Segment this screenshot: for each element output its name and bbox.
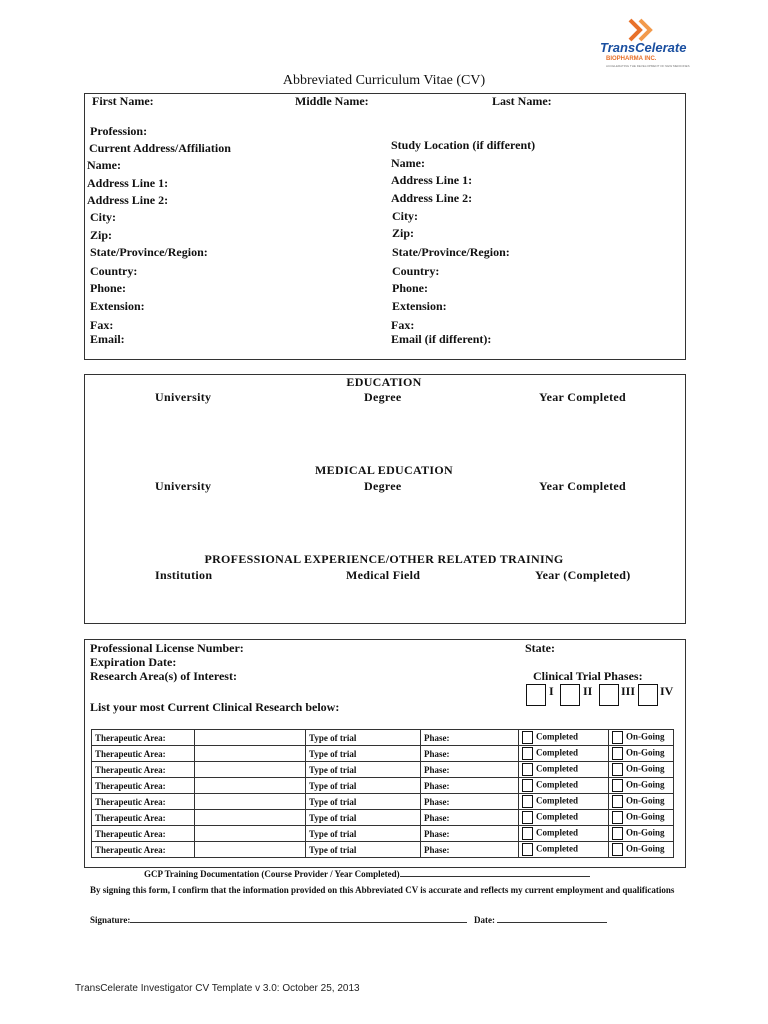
table-cell	[421, 826, 519, 842]
table-cell	[306, 826, 421, 842]
table-cell	[92, 778, 195, 794]
completed-checkbox[interactable]	[522, 843, 533, 856]
trial-type-label: Type of trial	[309, 764, 357, 775]
therapeutic-area-input[interactable]	[195, 794, 306, 810]
address-right-label: State/Province/Region:	[392, 245, 510, 259]
phase-label: Phase:	[424, 828, 450, 839]
medical-col-year: Year Completed	[539, 479, 626, 493]
middle-name-label: Middle Name:	[295, 94, 369, 108]
therapeutic-area-input[interactable]	[195, 762, 306, 778]
prof-col-institution: Institution	[155, 568, 213, 582]
address-right-label: Study Location (if different)	[391, 138, 536, 152]
table-cell	[519, 730, 609, 746]
completed-label: Completed	[536, 763, 578, 774]
table-row	[92, 842, 674, 858]
completed-checkbox[interactable]	[522, 779, 533, 792]
address-right-label: Country:	[392, 264, 440, 278]
gcp-training-line[interactable]	[144, 869, 590, 879]
prof-col-year: Year (Completed)	[535, 568, 631, 582]
personal-info-section	[84, 93, 686, 360]
phase-label: Phase:	[424, 796, 450, 807]
date-label: Date:	[474, 915, 495, 925]
completed-label: Completed	[536, 795, 578, 806]
table-cell	[306, 730, 421, 746]
completed-checkbox[interactable]	[522, 811, 533, 824]
table-cell	[306, 794, 421, 810]
table-cell	[306, 778, 421, 794]
table-cell	[421, 842, 519, 858]
table-row	[92, 794, 674, 810]
table-cell	[609, 746, 674, 762]
therapeutic-area-label: Therapeutic Area:	[95, 780, 166, 791]
date-field[interactable]	[474, 915, 607, 925]
therapeutic-area-input[interactable]	[195, 810, 306, 826]
ongoing-label: On-Going	[626, 843, 665, 854]
education-col-university: University	[155, 390, 212, 404]
table-row	[92, 826, 674, 842]
trial-type-label: Type of trial	[309, 748, 357, 759]
trial-type-label: Type of trial	[309, 844, 357, 855]
logo-tagline: ACCELERATING THE DEVELOPMENT OF NEW MEDICINES	[606, 64, 690, 68]
table-cell	[519, 810, 609, 826]
trial-type-label: Type of trial	[309, 732, 357, 743]
ongoing-checkbox[interactable]	[612, 747, 623, 760]
table-cell	[92, 810, 195, 826]
logo-mark-icon	[626, 18, 666, 42]
medical-education-heading: MEDICAL EDUCATION	[315, 463, 453, 477]
logo-brand: TransCelerate	[600, 40, 687, 55]
clinical-research-table	[91, 729, 674, 858]
address-left-label: Name:	[87, 158, 121, 172]
education-col-year: Year Completed	[539, 390, 626, 404]
table-row	[92, 810, 674, 826]
table-cell	[421, 778, 519, 794]
completed-checkbox[interactable]	[522, 827, 533, 840]
address-left-label: Extension:	[90, 299, 145, 313]
table-cell	[519, 794, 609, 810]
therapeutic-area-label: Therapeutic Area:	[95, 748, 166, 759]
phase-label: Phase:	[424, 748, 450, 759]
completed-checkbox[interactable]	[522, 731, 533, 744]
table-cell	[421, 762, 519, 778]
table-cell	[92, 762, 195, 778]
table-cell	[519, 842, 609, 858]
phase-label: Phase:	[424, 844, 450, 855]
professional-experience-heading: PROFESSIONAL EXPERIENCE/OTHER RELATED TRAINING	[204, 552, 564, 566]
license-number-label: Professional License Number:	[90, 641, 244, 655]
medical-col-degree: Degree	[364, 479, 402, 493]
address-left-label: Country:	[90, 264, 138, 278]
therapeutic-area-input[interactable]	[195, 730, 306, 746]
phase-i-checkbox[interactable]	[526, 684, 546, 706]
address-right-label: Extension:	[392, 299, 447, 313]
therapeutic-area-input[interactable]	[195, 778, 306, 794]
phase-iv-label: IV	[660, 684, 674, 698]
table-cell	[92, 746, 195, 762]
ongoing-label: On-Going	[626, 763, 665, 774]
completed-label: Completed	[536, 811, 578, 822]
address-right-label: Phone:	[392, 281, 428, 295]
table-cell	[609, 794, 674, 810]
table-cell	[421, 746, 519, 762]
signature-field[interactable]	[90, 915, 467, 925]
address-left-label: Email:	[90, 332, 125, 346]
address-left-label: State/Province/Region:	[90, 245, 208, 259]
prof-col-field: Medical Field	[346, 568, 421, 582]
medical-col-university: University	[155, 479, 212, 493]
table-cell	[519, 746, 609, 762]
phase-label: Phase:	[424, 764, 450, 775]
ongoing-label: On-Going	[626, 779, 665, 790]
phase-ii-label: II	[583, 684, 593, 698]
education-section	[84, 374, 686, 624]
signature-label: Signature:	[90, 915, 131, 925]
phase-label: Phase:	[424, 812, 450, 823]
address-left-label: City:	[90, 210, 116, 224]
address-left-label: Phone:	[90, 281, 126, 295]
address-right-label: City:	[392, 209, 418, 223]
address-left-label: Zip:	[90, 228, 113, 242]
table-cell	[519, 826, 609, 842]
ongoing-checkbox[interactable]	[612, 731, 623, 744]
address-left-label: Address Line 1:	[87, 176, 169, 190]
address-right-label: Fax:	[391, 318, 415, 332]
therapeutic-area-input[interactable]	[195, 842, 306, 858]
clinical-research-list-label: List your most Current Clinical Research below:	[90, 700, 340, 714]
table-cell	[421, 794, 519, 810]
completed-label: Completed	[536, 827, 578, 838]
logo-sub: BIOPHARMA INC.	[606, 56, 657, 62]
table-cell	[92, 730, 195, 746]
table-cell	[609, 810, 674, 826]
therapeutic-area-label: Therapeutic Area:	[95, 796, 166, 807]
trial-type-label: Type of trial	[309, 780, 357, 791]
completed-checkbox[interactable]	[522, 795, 533, 808]
table-cell	[609, 842, 674, 858]
therapeutic-area-label: Therapeutic Area:	[95, 828, 166, 839]
ongoing-label: On-Going	[626, 795, 665, 806]
table-row	[92, 730, 674, 746]
table-cell	[92, 826, 195, 842]
trial-type-label: Type of trial	[309, 812, 357, 823]
table-cell	[306, 746, 421, 762]
declaration-text: By signing this form, I confirm that the information provided on this Abbreviated CV is accurate and reflects my current employment and qualifications	[90, 885, 675, 895]
phase-label: Phase:	[424, 732, 450, 743]
table-cell	[609, 762, 674, 778]
trial-type-label: Type of trial	[309, 796, 357, 807]
first-name-label: First Name:	[92, 94, 154, 108]
completed-label: Completed	[536, 843, 578, 854]
therapeutic-area-label: Therapeutic Area:	[95, 764, 166, 775]
table-cell	[306, 762, 421, 778]
address-right-label: Zip:	[392, 226, 415, 240]
table-cell	[609, 730, 674, 746]
table-row	[92, 762, 674, 778]
table-row	[92, 778, 674, 794]
ongoing-checkbox[interactable]	[612, 779, 623, 792]
ongoing-checkbox[interactable]	[612, 795, 623, 808]
clinical-trial-phases-label: Clinical Trial Phases:	[533, 669, 643, 683]
education-col-degree: Degree	[364, 390, 402, 404]
table-cell	[92, 794, 195, 810]
table-cell	[92, 842, 195, 858]
table-cell	[519, 762, 609, 778]
address-right-label: Email (if different):	[391, 332, 492, 346]
completed-label: Completed	[536, 747, 578, 758]
phase-iii-checkbox[interactable]	[599, 684, 619, 706]
table-cell	[609, 826, 674, 842]
completed-checkbox[interactable]	[522, 747, 533, 760]
phase-ii-checkbox[interactable]	[560, 684, 580, 706]
transcelerate-logo	[598, 18, 698, 70]
ongoing-label: On-Going	[626, 827, 665, 838]
ongoing-checkbox[interactable]	[612, 811, 623, 824]
ongoing-checkbox[interactable]	[612, 827, 623, 840]
therapeutic-area-label: Therapeutic Area:	[95, 812, 166, 823]
ongoing-label: On-Going	[626, 811, 665, 822]
ongoing-label: On-Going	[626, 747, 665, 758]
phase-label: Phase:	[424, 780, 450, 791]
phase-iv-checkbox[interactable]	[638, 684, 658, 706]
completed-checkbox[interactable]	[522, 763, 533, 776]
completed-label: Completed	[536, 731, 578, 742]
expiration-date-label: Expiration Date:	[90, 655, 177, 669]
page-title: Abbreviated Curriculum Vitae (CV)	[282, 73, 486, 88]
address-left-label: Current Address/Affiliation	[89, 141, 231, 155]
education-heading: EDUCATION	[346, 375, 422, 389]
address-left-label: Fax:	[90, 318, 114, 332]
ongoing-label: On-Going	[626, 731, 665, 742]
ongoing-checkbox[interactable]	[612, 763, 623, 776]
address-left-label: Address Line 2:	[87, 193, 169, 207]
table-row	[92, 746, 674, 762]
table-cell	[519, 778, 609, 794]
table-cell	[306, 842, 421, 858]
footer-text: TransCelerate Investigator CV Template v 3.0: October 25, 2013	[75, 983, 360, 994]
therapeutic-area-label: Therapeutic Area:	[95, 844, 166, 855]
license-state-label: State:	[525, 641, 555, 655]
therapeutic-area-label: Therapeutic Area:	[95, 732, 166, 743]
address-right-label: Name:	[391, 156, 425, 170]
profession-label: Profession:	[90, 124, 148, 138]
address-right-label: Address Line 1:	[391, 173, 473, 187]
table-cell	[609, 778, 674, 794]
ongoing-checkbox[interactable]	[612, 843, 623, 856]
completed-label: Completed	[536, 779, 578, 790]
gcp-training-label: GCP Training Documentation (Course Provider / Year Completed)	[144, 869, 400, 879]
address-right-label: Address Line 2:	[391, 191, 473, 205]
table-cell	[306, 810, 421, 826]
phase-i-label: I	[549, 684, 554, 698]
last-name-label: Last Name:	[492, 94, 552, 108]
trial-type-label: Type of trial	[309, 828, 357, 839]
therapeutic-area-input[interactable]	[195, 746, 306, 762]
phase-iii-label: III	[621, 684, 636, 698]
therapeutic-area-input[interactable]	[195, 826, 306, 842]
research-areas-label: Research Area(s) of Interest:	[90, 669, 237, 683]
table-cell	[421, 810, 519, 826]
table-cell	[421, 730, 519, 746]
